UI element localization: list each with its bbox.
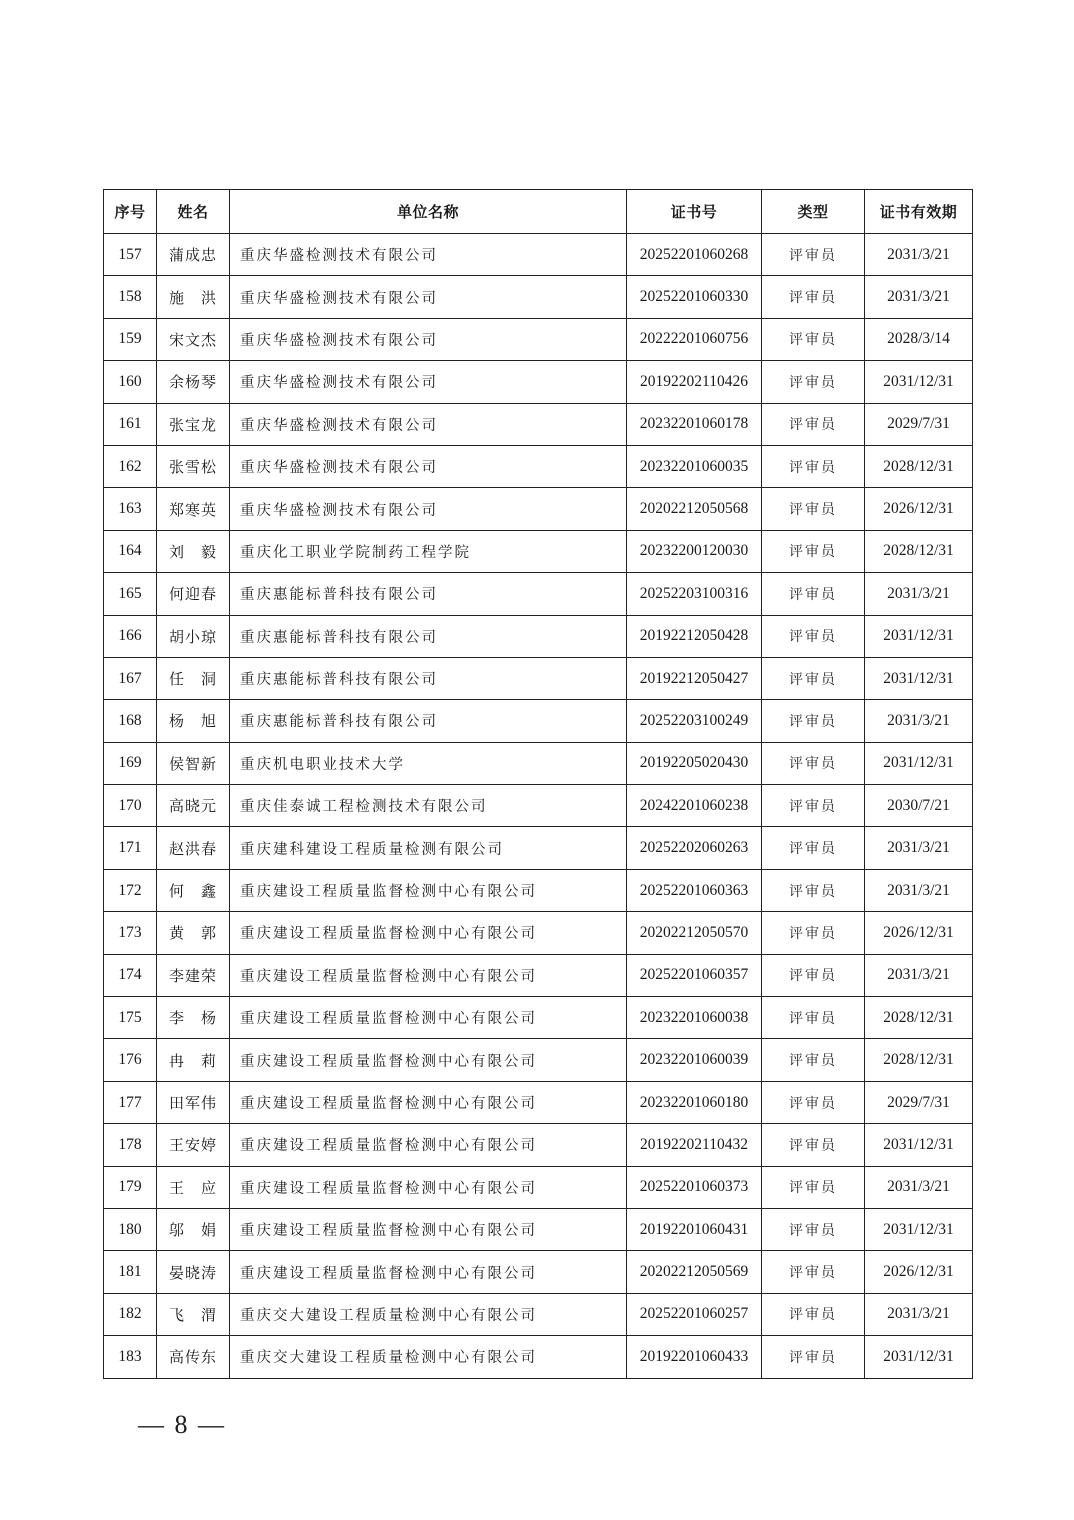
cell-unit: 重庆建设工程质量监督检测中心有限公司: [230, 1039, 627, 1081]
cell-cert-number: 20222201060756: [627, 318, 762, 360]
cell-unit: 重庆建设工程质量监督检测中心有限公司: [230, 1208, 627, 1250]
cell-type: 评审员: [762, 318, 865, 360]
cell-expiry: 2031/12/31: [865, 1124, 973, 1166]
cell-name: 田军伟: [157, 1081, 230, 1123]
cell-unit: 重庆建科建设工程质量检测有限公司: [230, 827, 627, 869]
table-row: [104, 912, 973, 954]
cell-cert-number: 20252203100249: [627, 700, 762, 742]
cell-type: 评审员: [762, 1293, 865, 1335]
cell-seq: 160: [104, 361, 157, 403]
cell-seq: 159: [104, 318, 157, 360]
cell-unit: 重庆建设工程质量监督检测中心有限公司: [230, 954, 627, 996]
cell-name: 郑寒英: [157, 488, 230, 530]
table-row: [104, 361, 973, 403]
cell-expiry: 2026/12/31: [865, 488, 973, 530]
table-body: [104, 234, 973, 1379]
cell-seq: 157: [104, 234, 157, 276]
cell-expiry: 2031/3/21: [865, 700, 973, 742]
cell-cert-number: 20192201060433: [627, 1336, 762, 1378]
header-type: 类型: [762, 190, 865, 234]
table-header: [104, 190, 973, 234]
cell-seq: 172: [104, 869, 157, 911]
personnel-table: [103, 189, 973, 1379]
cell-expiry: 2031/12/31: [865, 657, 973, 699]
cell-cert-number: 20232201060039: [627, 1039, 762, 1081]
cell-type: 评审员: [762, 530, 865, 572]
cell-type: 评审员: [762, 1081, 865, 1123]
cell-unit: 重庆建设工程质量监督检测中心有限公司: [230, 997, 627, 1039]
cell-seq: 173: [104, 912, 157, 954]
cell-expiry: 2031/12/31: [865, 742, 973, 784]
cell-expiry: 2031/3/21: [865, 869, 973, 911]
cell-expiry: 2031/3/21: [865, 573, 973, 615]
cell-cert-number: 20252201060268: [627, 234, 762, 276]
cell-name: 晏晓涛: [157, 1251, 230, 1293]
cell-seq: 165: [104, 573, 157, 615]
cell-type: 评审员: [762, 997, 865, 1039]
cell-name: 黄 郭: [157, 912, 230, 954]
cell-unit: 重庆华盛检测技术有限公司: [230, 361, 627, 403]
cell-name: 何 鑫: [157, 869, 230, 911]
table-row: [104, 403, 973, 445]
cell-cert-number: 20252201060330: [627, 276, 762, 318]
table-row: [104, 1293, 973, 1335]
cell-unit: 重庆建设工程质量监督检测中心有限公司: [230, 869, 627, 911]
cell-name: 何迎春: [157, 573, 230, 615]
cell-type: 评审员: [762, 1124, 865, 1166]
cell-type: 评审员: [762, 742, 865, 784]
cell-unit: 重庆机电职业技术大学: [230, 742, 627, 784]
cell-seq: 178: [104, 1124, 157, 1166]
cell-expiry: 2029/7/31: [865, 1081, 973, 1123]
cell-name: 高晓元: [157, 785, 230, 827]
cell-seq: 161: [104, 403, 157, 445]
cell-cert-number: 20252201060357: [627, 954, 762, 996]
cell-name: 施 洪: [157, 276, 230, 318]
cell-expiry: 2028/12/31: [865, 445, 973, 487]
cell-type: 评审员: [762, 573, 865, 615]
cell-unit: 重庆交大建设工程质量检测中心有限公司: [230, 1336, 627, 1378]
cell-seq: 170: [104, 785, 157, 827]
cell-type: 评审员: [762, 1208, 865, 1250]
table-row: [104, 445, 973, 487]
cell-cert-number: 20232201060035: [627, 445, 762, 487]
cell-type: 评审员: [762, 234, 865, 276]
cell-unit: 重庆惠能标普科技有限公司: [230, 573, 627, 615]
cell-cert-number: 20192205020430: [627, 742, 762, 784]
cell-expiry: 2031/3/21: [865, 1166, 973, 1208]
header-row: [104, 190, 973, 234]
cell-unit: 重庆华盛检测技术有限公司: [230, 445, 627, 487]
cell-unit: 重庆化工职业学院制药工程学院: [230, 530, 627, 572]
cell-type: 评审员: [762, 361, 865, 403]
cell-name: 王安婷: [157, 1124, 230, 1166]
cell-cert-number: 20232201060038: [627, 997, 762, 1039]
cell-type: 评审员: [762, 1336, 865, 1378]
cell-name: 侯智新: [157, 742, 230, 784]
cell-type: 评审员: [762, 700, 865, 742]
cell-cert-number: 20252201060257: [627, 1293, 762, 1335]
cell-name: 杨 旭: [157, 700, 230, 742]
table-row: [104, 1039, 973, 1081]
cell-type: 评审员: [762, 403, 865, 445]
table-row: [104, 234, 973, 276]
cell-name: 宋文杰: [157, 318, 230, 360]
cell-name: 飞 渭: [157, 1293, 230, 1335]
cell-cert-number: 20252201060363: [627, 869, 762, 911]
cell-unit: 重庆华盛检测技术有限公司: [230, 488, 627, 530]
cell-cert-number: 20192202110432: [627, 1124, 762, 1166]
cell-seq: 182: [104, 1293, 157, 1335]
cell-type: 评审员: [762, 1251, 865, 1293]
cell-expiry: 2031/3/21: [865, 954, 973, 996]
cell-type: 评审员: [762, 276, 865, 318]
cell-expiry: 2028/12/31: [865, 1039, 973, 1081]
cell-unit: 重庆建设工程质量监督检测中心有限公司: [230, 1166, 627, 1208]
cell-cert-number: 20232200120030: [627, 530, 762, 572]
cell-seq: 177: [104, 1081, 157, 1123]
cell-expiry: 2031/3/21: [865, 1293, 973, 1335]
table-row: [104, 573, 973, 615]
cell-unit: 重庆建设工程质量监督检测中心有限公司: [230, 1081, 627, 1123]
cell-unit: 重庆建设工程质量监督检测中心有限公司: [230, 912, 627, 954]
table-row: [104, 827, 973, 869]
table-row: [104, 615, 973, 657]
cell-name: 余杨琴: [157, 361, 230, 403]
cell-name: 张宝龙: [157, 403, 230, 445]
cell-name: 高传东: [157, 1336, 230, 1378]
cell-unit: 重庆惠能标普科技有限公司: [230, 657, 627, 699]
cell-seq: 174: [104, 954, 157, 996]
cell-seq: 162: [104, 445, 157, 487]
cell-expiry: 2030/7/21: [865, 785, 973, 827]
table-row: [104, 1124, 973, 1166]
cell-type: 评审员: [762, 954, 865, 996]
table-row: [104, 530, 973, 572]
cell-seq: 163: [104, 488, 157, 530]
cell-cert-number: 20252201060373: [627, 1166, 762, 1208]
cell-type: 评审员: [762, 615, 865, 657]
header-cert-number: 证书号: [627, 190, 762, 234]
table-row: [104, 1251, 973, 1293]
cell-type: 评审员: [762, 488, 865, 530]
cell-seq: 179: [104, 1166, 157, 1208]
cell-expiry: 2031/12/31: [865, 1336, 973, 1378]
cell-unit: 重庆华盛检测技术有限公司: [230, 318, 627, 360]
table-row: [104, 1166, 973, 1208]
cell-expiry: 2031/3/21: [865, 234, 973, 276]
cell-name: 张雪松: [157, 445, 230, 487]
table-row: [104, 954, 973, 996]
header-unit: 单位名称: [230, 190, 627, 234]
cell-seq: 158: [104, 276, 157, 318]
cell-unit: 重庆惠能标普科技有限公司: [230, 615, 627, 657]
table-row: [104, 1208, 973, 1250]
cell-expiry: 2026/12/31: [865, 1251, 973, 1293]
cell-cert-number: 20252202060263: [627, 827, 762, 869]
cell-expiry: 2031/3/21: [865, 827, 973, 869]
page-number: — 8 —: [138, 1410, 226, 1439]
cell-name: 李建荣: [157, 954, 230, 996]
cell-name: 蒲成忠: [157, 234, 230, 276]
cell-name: 冉 莉: [157, 1039, 230, 1081]
table-row: [104, 997, 973, 1039]
cell-seq: 168: [104, 700, 157, 742]
cell-cert-number: 20232201060180: [627, 1081, 762, 1123]
cell-unit: 重庆华盛检测技术有限公司: [230, 276, 627, 318]
cell-seq: 166: [104, 615, 157, 657]
cell-cert-number: 20192212050428: [627, 615, 762, 657]
table-row: [104, 488, 973, 530]
cell-cert-number: 20192201060431: [627, 1208, 762, 1250]
header-name: 姓名: [157, 190, 230, 234]
cell-seq: 169: [104, 742, 157, 784]
cell-cert-number: 20242201060238: [627, 785, 762, 827]
cell-cert-number: 20192212050427: [627, 657, 762, 699]
table-row: [104, 700, 973, 742]
cell-seq: 176: [104, 1039, 157, 1081]
cell-unit: 重庆华盛检测技术有限公司: [230, 403, 627, 445]
cell-type: 评审员: [762, 869, 865, 911]
table-row: [104, 276, 973, 318]
cell-seq: 175: [104, 997, 157, 1039]
cell-unit: 重庆建设工程质量监督检测中心有限公司: [230, 1251, 627, 1293]
cell-unit: 重庆佳泰诚工程检测技术有限公司: [230, 785, 627, 827]
cell-seq: 181: [104, 1251, 157, 1293]
cell-cert-number: 20202212050569: [627, 1251, 762, 1293]
cell-name: 任 洞: [157, 657, 230, 699]
cell-name: 邬 娟: [157, 1208, 230, 1250]
cell-expiry: 2028/12/31: [865, 530, 973, 572]
cell-expiry: 2026/12/31: [865, 912, 973, 954]
cell-type: 评审员: [762, 827, 865, 869]
cell-type: 评审员: [762, 785, 865, 827]
table-row: [104, 318, 973, 360]
cell-cert-number: 20232201060178: [627, 403, 762, 445]
cell-expiry: 2031/12/31: [865, 1208, 973, 1250]
header-expiry: 证书有效期: [865, 190, 973, 234]
cell-seq: 164: [104, 530, 157, 572]
cell-expiry: 2031/3/21: [865, 276, 973, 318]
cell-name: 刘 毅: [157, 530, 230, 572]
cell-type: 评审员: [762, 657, 865, 699]
cell-expiry: 2028/3/14: [865, 318, 973, 360]
table-row: [104, 869, 973, 911]
table-row: [104, 785, 973, 827]
cell-unit: 重庆惠能标普科技有限公司: [230, 700, 627, 742]
cell-cert-number: 20192202110426: [627, 361, 762, 403]
table-row: [104, 1336, 973, 1378]
table-row: [104, 657, 973, 699]
cell-expiry: 2031/12/31: [865, 615, 973, 657]
cell-expiry: 2029/7/31: [865, 403, 973, 445]
cell-name: 王 应: [157, 1166, 230, 1208]
cell-type: 评审员: [762, 1039, 865, 1081]
table-row: [104, 1081, 973, 1123]
cell-name: 胡小琼: [157, 615, 230, 657]
cell-cert-number: 20202212050568: [627, 488, 762, 530]
cell-expiry: 2028/12/31: [865, 997, 973, 1039]
cell-seq: 171: [104, 827, 157, 869]
cell-name: 赵洪春: [157, 827, 230, 869]
cell-type: 评审员: [762, 912, 865, 954]
cell-expiry: 2031/12/31: [865, 361, 973, 403]
cell-type: 评审员: [762, 1166, 865, 1208]
cell-type: 评审员: [762, 445, 865, 487]
cell-name: 李 杨: [157, 997, 230, 1039]
cell-cert-number: 20202212050570: [627, 912, 762, 954]
table-row: [104, 742, 973, 784]
cell-seq: 183: [104, 1336, 157, 1378]
header-seq: 序号: [104, 190, 157, 234]
cell-unit: 重庆华盛检测技术有限公司: [230, 234, 627, 276]
cell-cert-number: 20252203100316: [627, 573, 762, 615]
cell-unit: 重庆建设工程质量监督检测中心有限公司: [230, 1124, 627, 1166]
cell-unit: 重庆交大建设工程质量检测中心有限公司: [230, 1293, 627, 1335]
cell-seq: 167: [104, 657, 157, 699]
cell-seq: 180: [104, 1208, 157, 1250]
